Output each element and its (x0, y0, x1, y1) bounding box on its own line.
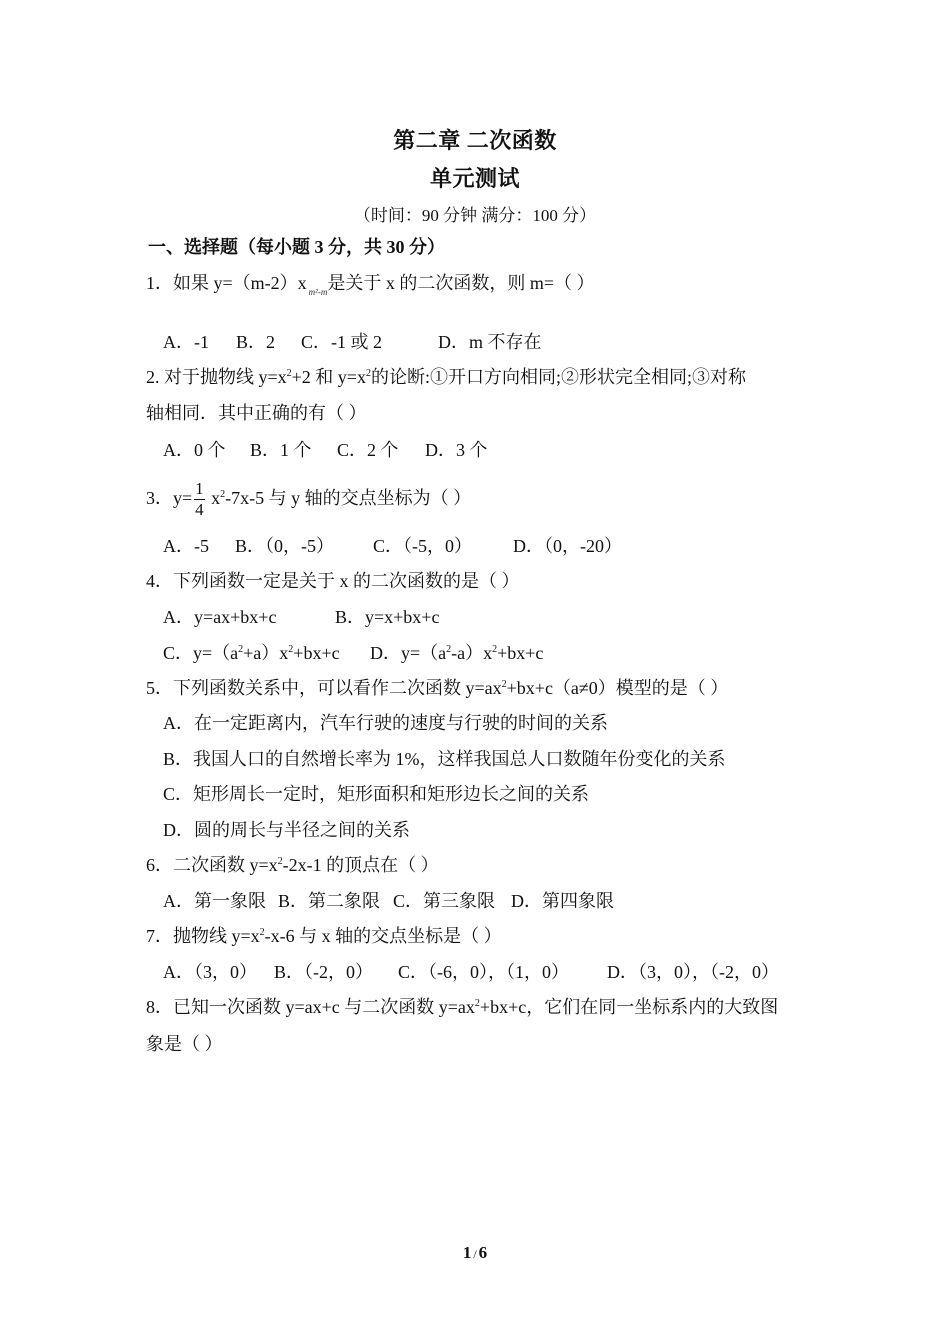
q5-option-a: A．在一定距离内，汽车行驶的速度与行驶的时间的关系 (163, 713, 608, 733)
superscript-2: 2 (238, 644, 244, 655)
q2-option-d: D．3 个 (425, 440, 488, 460)
q3-options (163, 535, 622, 557)
q7-option-d: D．（3，0），（-2，0） (607, 962, 779, 982)
superscript-2: 2 (492, 644, 498, 655)
q4d-a: D．y=（a (370, 643, 447, 663)
q3-pre: 3．y= (146, 488, 193, 508)
q3-option-a: A．-5 (163, 536, 209, 556)
q5-pre: 5．下列函数关系中，可以看作二次函数 y=ax (146, 678, 502, 698)
superscript-2: 2 (474, 998, 480, 1009)
q3-mid: x (206, 488, 221, 508)
superscript-2: 2 (501, 679, 507, 690)
question-8-line-2: 象是（ ） (146, 1034, 223, 1054)
q7-options (163, 961, 779, 983)
q4d-b: -a）x (451, 643, 493, 663)
superscript-2: 2 (286, 368, 292, 379)
question-3 (146, 476, 471, 520)
q2-options (163, 439, 488, 461)
q7-pre: 7．抛物线 y=x (146, 926, 260, 946)
current-page: 1 (462, 1243, 472, 1262)
q6-option-b: B．第二象限 (278, 891, 381, 911)
section-heading-choice: 一、选择题（每小题 3 分，共 30 分） (148, 237, 445, 257)
q4-option-b: B．y=x+bx+c (335, 607, 440, 627)
q1-option-a: A．-1 (163, 332, 209, 352)
superscript-2: 2 (365, 368, 371, 379)
q4-option-a: A．y=ax+bx+c (163, 607, 277, 627)
q2-option-b: B．1 个 (250, 440, 312, 460)
q8-post: +bx+c，它们在同一坐标系内的大致图 (479, 997, 779, 1017)
q4-options-ab (163, 606, 439, 628)
time-score-info: （时间：90 分钟 满分：100 分） (353, 206, 597, 225)
q1-option-b: B．2 (236, 332, 276, 352)
q3-post: -7x-5 与 y 轴的交点坐标为（ ） (225, 488, 472, 508)
q5-post: +bx+c（a≠0）模型的是（ ） (506, 678, 729, 698)
question-7 (146, 925, 502, 947)
question-1 (146, 272, 595, 303)
superscript-2: 2 (220, 489, 226, 500)
q4d-c: +bx+c (497, 643, 544, 663)
q6-pre: 6．二次函数 y=x (146, 855, 278, 875)
page-separator: / (473, 1247, 477, 1261)
page-number (0, 1243, 950, 1263)
q4-options-cd (163, 642, 543, 664)
question-2-line-1 (146, 366, 746, 388)
q6-option-d: D．第四象限 (511, 891, 614, 911)
q1-options (163, 331, 542, 353)
unit-test-title: 单元测试 (429, 166, 520, 191)
q8-pre: 8．已知一次函数 y=ax+c 与二次函数 y=ax (146, 997, 475, 1017)
chapter-title: 第二章 二次函数 (393, 128, 557, 153)
q1-pre: 1．如果 y=（m-2）x (146, 273, 307, 293)
q5-option-b: B．我国人口的自然增长率为 1%，这样我国总人口数随年份变化的关系 (163, 749, 726, 769)
q4c-a: C．y=（a (163, 643, 239, 663)
q3-option-b: B．（0，-5） (235, 536, 334, 556)
q4-option-d (370, 642, 543, 664)
question-4: 4．下列函数一定是关于 x 的二次函数的是（ ） (146, 571, 520, 591)
q2-text-a: 2. 对于抛物线 y=x (146, 367, 287, 387)
q4c-b: +a）x (243, 643, 289, 663)
superscript-2: 2 (288, 644, 294, 655)
q6-post: -2x-1 的顶点在（ ） (282, 855, 439, 875)
q4c-c: +bx+c (293, 643, 340, 663)
q6-option-c: C．第三象限 (393, 891, 496, 911)
q5-option-c: C．矩形周长一定时，矩形面积和矩形边长之间的关系 (163, 784, 590, 804)
total-pages: 6 (478, 1243, 488, 1262)
question-5 (146, 677, 728, 699)
q2-option-a: A．0 个 (163, 440, 226, 460)
q1-exponent: m²-m (308, 287, 328, 297)
q2-option-c: C．2 个 (337, 440, 399, 460)
superscript-2: 2 (259, 927, 265, 938)
q2-text-b: +2 和 y=x (291, 367, 366, 387)
fraction-numerator: 1 (195, 479, 204, 499)
fraction-denominator: 4 (195, 500, 204, 520)
q7-post: -x-6 与 x 轴的交点坐标是（ ） (264, 926, 502, 946)
q1-post: 是关于 x 的二次函数，则 m=（ ） (327, 273, 595, 293)
q3-option-d: D．（0，-20） (513, 536, 622, 556)
question-2-line-2: 轴相同．其中正确的有（ ） (146, 403, 367, 423)
q5-option-d: D．圆的周长与半径之间的关系 (163, 820, 410, 840)
q7-option-a: A．（3，0） (163, 962, 257, 982)
q4-option-c (163, 642, 370, 664)
q2-text-c: 的论断:①开口方向相同;②形状完全相同;③对称 (370, 367, 746, 387)
q6-options (163, 890, 614, 912)
superscript-2: 2 (446, 644, 452, 655)
question-6 (146, 854, 439, 876)
q6-option-a: A．第一象限 (163, 891, 266, 911)
superscript-2: 2 (277, 856, 283, 867)
q7-option-c: C．（-6，0），（1，0） (398, 962, 569, 982)
fraction-one-quarter (194, 479, 205, 520)
question-8-line-1 (146, 996, 778, 1018)
q1-option-c: C．-1 或 2 (301, 332, 382, 352)
q1-option-d: D．m 不存在 (438, 332, 542, 352)
q7-option-b: B．（-2，0） (274, 962, 373, 982)
q3-option-c: C．（-5，0） (373, 536, 472, 556)
